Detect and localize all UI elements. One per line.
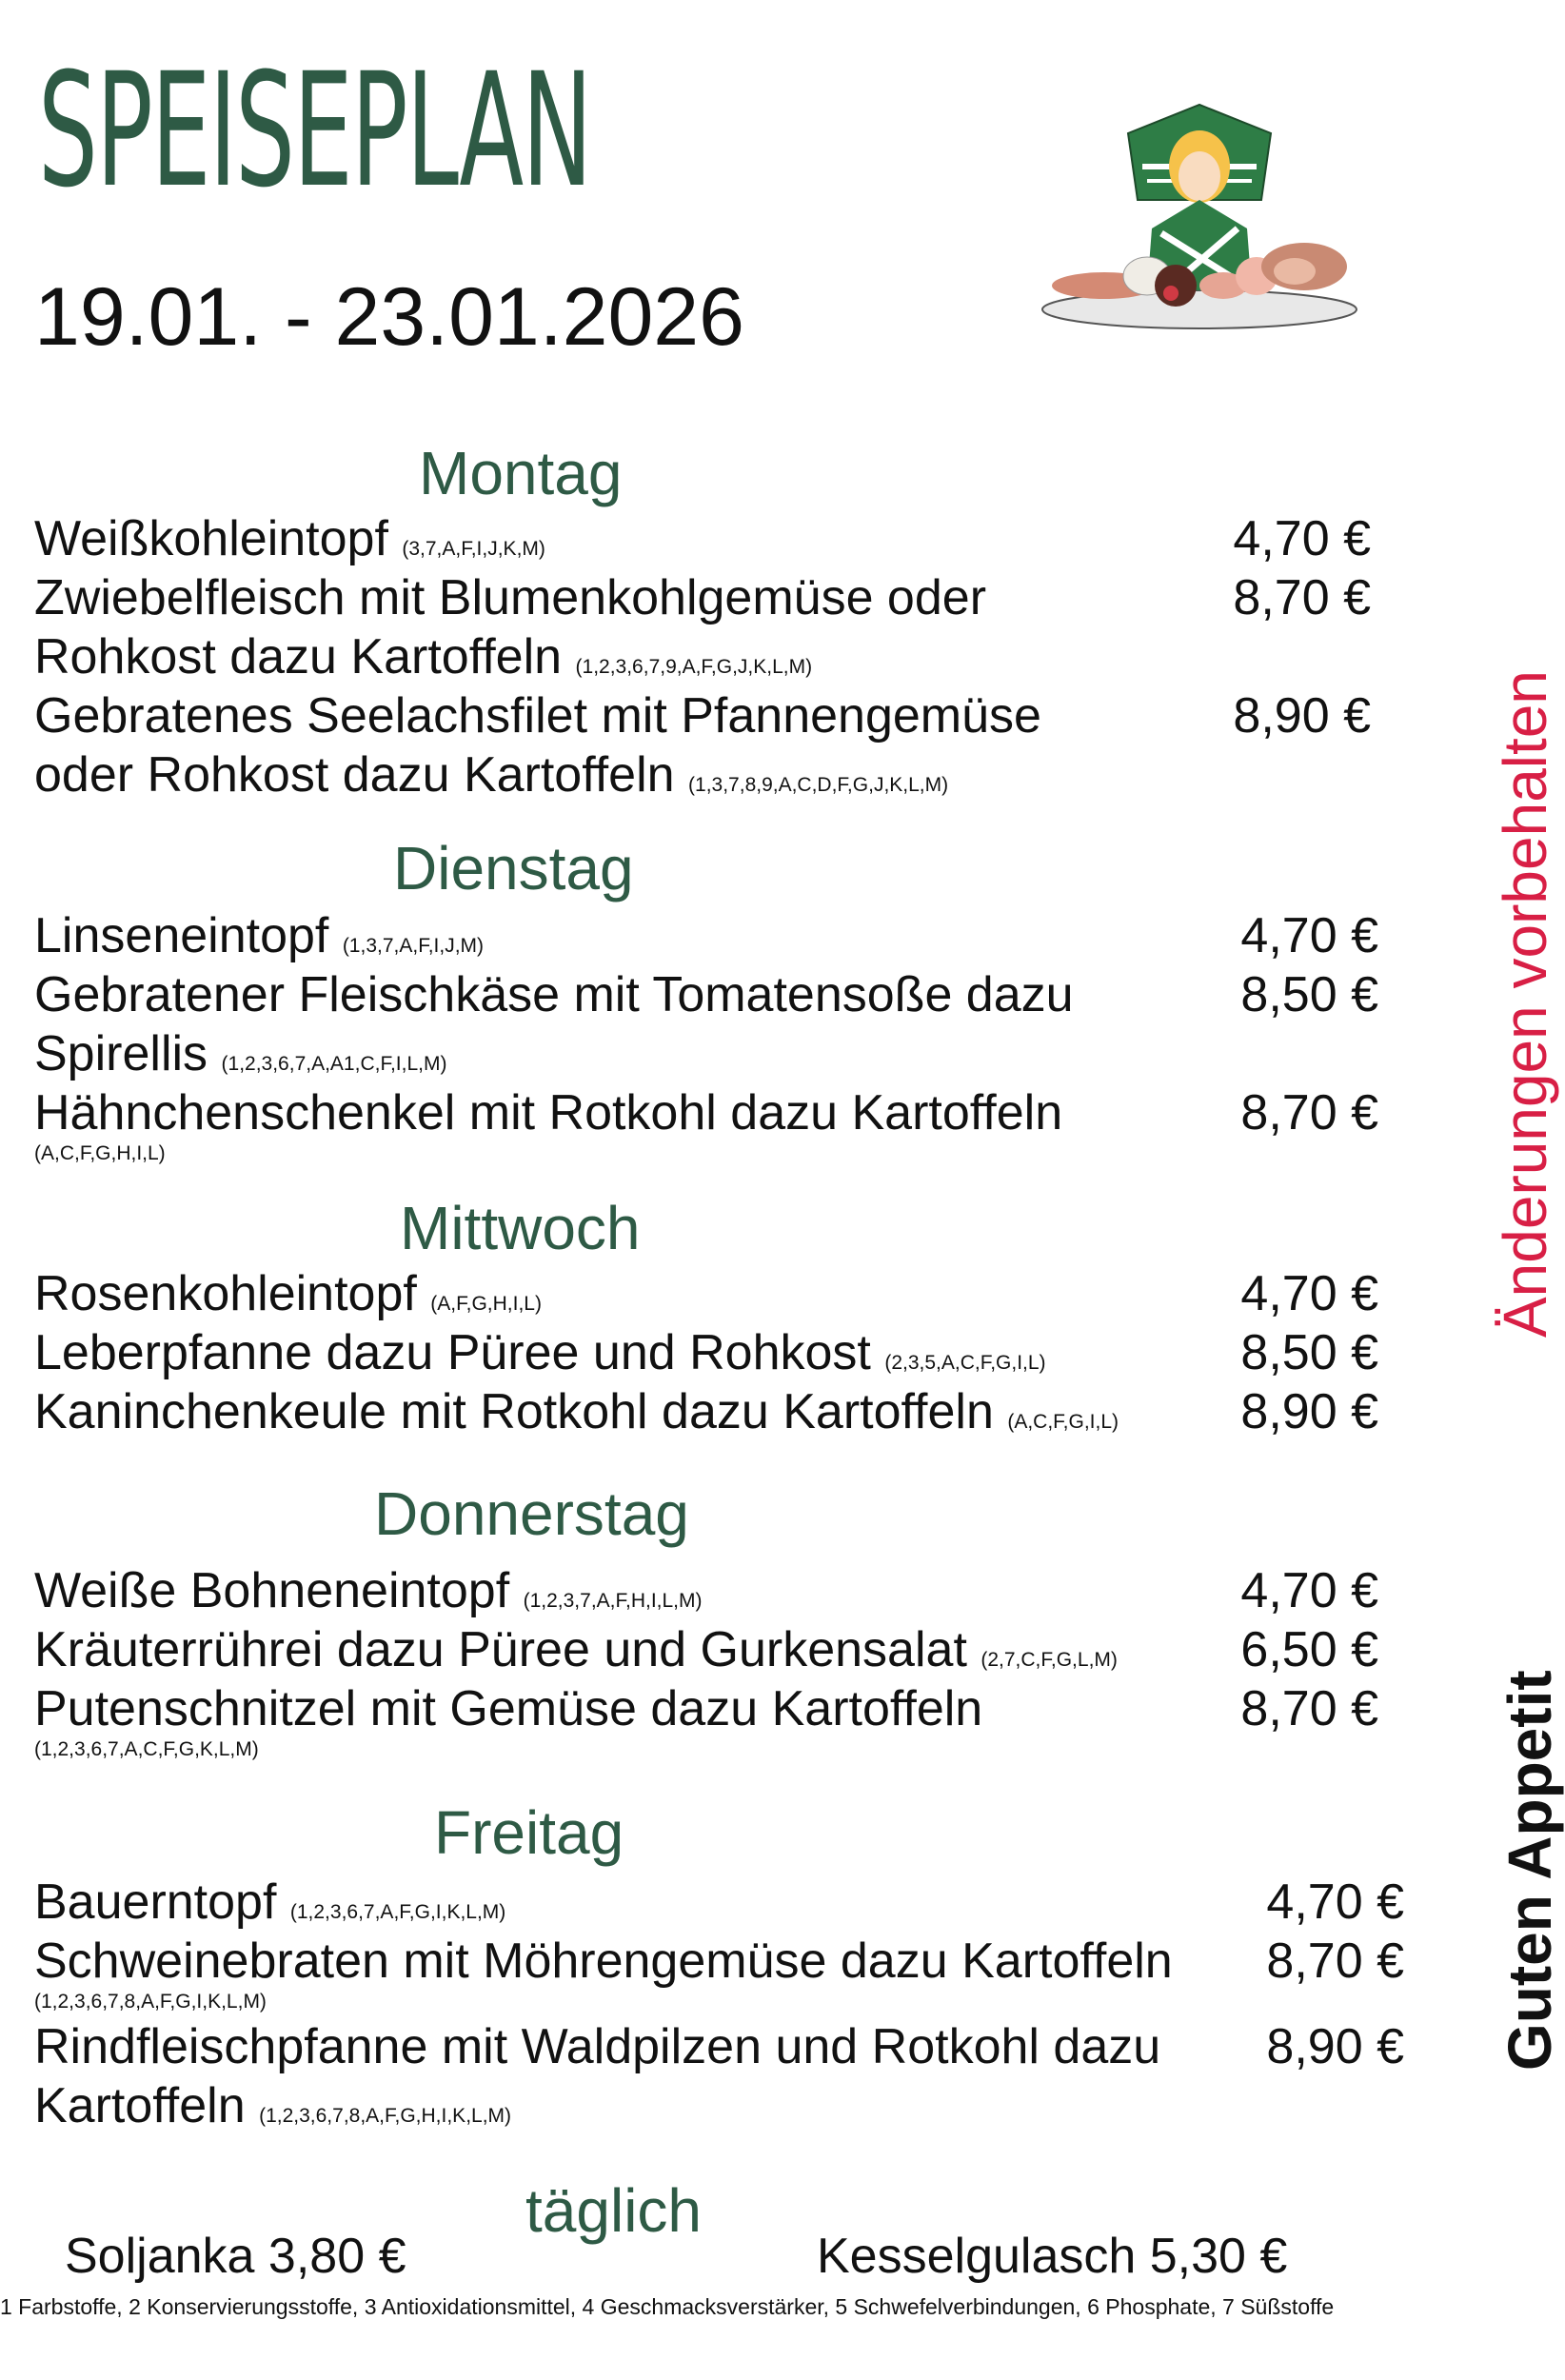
price: 8,70 € (1240, 1681, 1378, 1736)
menu-item: Weißkohleintopf (3,7,A,F,I,J,K,M) (34, 511, 545, 566)
day-heading-donnerstag: Donnerstag (374, 1479, 689, 1548)
day-heading-dienstag: Dienstag (393, 834, 634, 902)
price: 8,90 € (1240, 1384, 1378, 1439)
menu-item: Rindfleischpfanne mit Waldpilzen und Rotkohl dazu (34, 2019, 1161, 2074)
menu-item: Schweinebraten mit Möhrengemüse dazu Kartoffeln (34, 1934, 1173, 1989)
price: 8,50 € (1240, 967, 1378, 1022)
menu-item: Putenschnitzel mit Gemüse dazu Kartoffeln (34, 1681, 983, 1736)
price: 4,70 € (1240, 1563, 1378, 1618)
menu-item: Hähnchenschenkel mit Rotkohl dazu Kartoffeln (34, 1085, 1063, 1140)
menu-item: Gebratener Fleischkäse mit Tomatensoße dazu (34, 967, 1074, 1022)
menu-item-line2: Spirellis (1,2,3,6,7,A,A1,C,F,I,L,M) (34, 1026, 447, 1081)
menu-item: Rosenkohleintopf (A,F,G,H,I,L) (34, 1266, 542, 1321)
daily-heading: täglich (525, 2176, 702, 2245)
daily-item-soljanka: Soljanka 3,80 € (65, 2229, 406, 2284)
price: 8,70 € (1240, 1085, 1378, 1140)
menu-item: Zwiebelfleisch mit Blumenkohlgemüse oder (34, 570, 987, 625)
menu-item: Kräuterrührei dazu Püree und Gurkensalat (2,7,C,F,G,L,M) (34, 1622, 1118, 1677)
price: 6,50 € (1240, 1622, 1378, 1677)
menu-item: Kaninchenkeule mit Rotkohl dazu Kartoffeln (A,C,F,G,I,L) (34, 1384, 1119, 1439)
menu-item: Bauerntopf (1,2,3,6,7,A,F,G,I,K,L,M) (34, 1874, 506, 1930)
price: 8,90 € (1233, 688, 1371, 744)
menu-item-line2: oder Rohkost dazu Kartoffeln (1,3,7,8,9,A,C,D,F,G,J,K,L,M) (34, 747, 949, 803)
additives-footnote: 1 Farbstoffe, 2 Konservierungsstoffe, 3 Antioxidationsmittel, 4 Geschmacksverstärker, 5 Schwefelverbindungen, 6 Phosphate, 7 Süßstoffe (0, 2294, 1335, 2319)
menu-item: Weiße Bohneneintopf (1,2,3,7,A,F,H,I,L,M) (34, 1563, 703, 1618)
daily-item-kesselgulasch: Kesselgulasch 5,30 € (817, 2229, 1288, 2284)
price: 8,90 € (1266, 2019, 1404, 2074)
day-heading-freitag: Freitag (434, 1798, 624, 1867)
day-heading-mittwoch: Mittwoch (400, 1194, 641, 1262)
price: 4,70 € (1266, 1874, 1404, 1930)
price: 4,70 € (1240, 1266, 1378, 1321)
page-title: SPEISEPLAN (38, 39, 591, 222)
price: 4,70 € (1240, 908, 1378, 963)
day-heading-montag: Montag (419, 439, 623, 507)
menu-item: Linseneintopf (1,3,7,A,F,I,J,M) (34, 908, 485, 963)
allergen-note: (1,2,3,6,7,8,A,F,G,I,K,L,M) (34, 1991, 267, 2013)
date-range: 19.01. - 23.01.2026 (34, 271, 744, 363)
menu-item-line2: Kartoffeln (1,2,3,6,7,8,A,F,G,H,I,K,L,M) (34, 2078, 512, 2133)
price: 4,70 € (1233, 511, 1371, 566)
butcher-woman-with-meat-platter-icon (1038, 95, 1361, 333)
allergen-note: (A,C,F,G,H,I,L) (34, 1142, 166, 1164)
menu-item-line2: Rohkost dazu Kartoffeln (1,2,3,6,7,9,A,F,G,J,K,L,M) (34, 629, 813, 684)
price: 8,70 € (1233, 570, 1371, 625)
menu-item: Leberpfanne dazu Püree und Rohkost (2,3,5,A,C,F,G,I,L) (34, 1325, 1046, 1380)
price: 8,50 € (1240, 1325, 1378, 1380)
price: 8,70 € (1266, 1934, 1404, 1989)
menu-item: Gebratenes Seelachsfilet mit Pfannengemüse (34, 688, 1041, 744)
allergen-note: (1,2,3,6,7,A,C,F,G,K,L,M) (34, 1738, 259, 1760)
